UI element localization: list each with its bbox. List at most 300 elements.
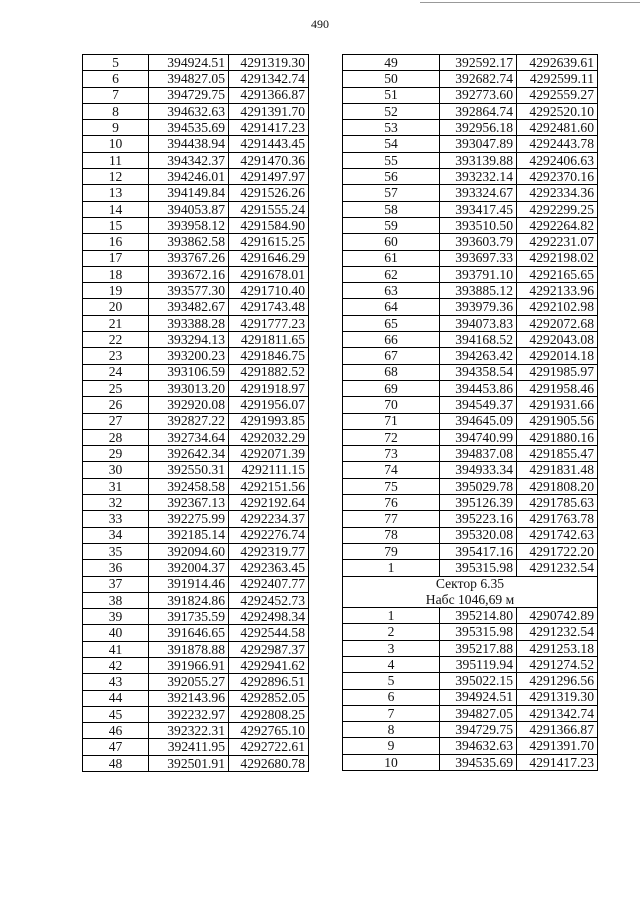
table-row <box>343 103 598 119</box>
point-number-cell: 55 <box>343 152 440 168</box>
table-row <box>343 250 598 266</box>
y-coordinate-cell: 4291722.20 <box>517 543 598 559</box>
y-coordinate-cell: 4292133.96 <box>517 283 598 299</box>
x-coordinate-cell: 393862.58 <box>149 234 229 250</box>
y-coordinate-cell: 4291342.74 <box>517 705 598 721</box>
y-coordinate-cell: 4291905.56 <box>517 413 598 429</box>
coordinates-table-left-body <box>83 55 309 772</box>
x-coordinate-cell: 394358.54 <box>440 364 517 380</box>
sector-title: Сектор 6.35 <box>343 576 598 592</box>
table-row <box>83 266 309 282</box>
x-coordinate-cell: 392682.74 <box>440 71 517 87</box>
table-row <box>343 71 598 87</box>
x-coordinate-cell: 393577.30 <box>149 283 229 299</box>
y-coordinate-cell: 4292043.08 <box>517 332 598 348</box>
table-row <box>343 689 598 705</box>
y-coordinate-cell: 4292370.16 <box>517 169 598 185</box>
x-coordinate-cell: 392094.60 <box>149 543 229 559</box>
x-coordinate-cell: 391735.59 <box>149 609 229 625</box>
point-number-cell: 20 <box>83 299 149 315</box>
x-coordinate-cell: 391824.86 <box>149 592 229 608</box>
x-coordinate-cell: 395223.16 <box>440 511 517 527</box>
point-number-cell: 25 <box>83 380 149 396</box>
x-coordinate-cell: 393697.33 <box>440 250 517 266</box>
y-coordinate-cell: 4292234.37 <box>229 511 309 527</box>
table-row <box>343 315 598 331</box>
y-coordinate-cell: 4291319.30 <box>517 689 598 705</box>
y-coordinate-cell: 4291763.78 <box>517 511 598 527</box>
y-coordinate-cell: 4291391.70 <box>229 103 309 119</box>
y-coordinate-cell: 4292599.11 <box>517 71 598 87</box>
table-row <box>343 446 598 462</box>
point-number-cell: 10 <box>343 754 440 770</box>
table-row <box>343 185 598 201</box>
x-coordinate-cell: 392773.60 <box>440 87 517 103</box>
y-coordinate-cell: 4291958.46 <box>517 380 598 396</box>
table-row <box>83 560 309 576</box>
x-coordinate-cell: 394549.37 <box>440 397 517 413</box>
y-coordinate-cell: 4291296.56 <box>517 673 598 689</box>
y-coordinate-cell: 4291993.85 <box>229 413 309 429</box>
y-coordinate-cell: 4292452.73 <box>229 592 309 608</box>
x-coordinate-cell: 395417.16 <box>440 543 517 559</box>
table-row <box>83 674 309 690</box>
y-coordinate-cell: 4291232.54 <box>517 624 598 640</box>
y-coordinate-cell: 4292481.60 <box>517 120 598 136</box>
table-row <box>343 201 598 217</box>
table-row <box>83 299 309 315</box>
table-row <box>343 136 598 152</box>
table-row <box>343 478 598 494</box>
point-number-cell: 15 <box>83 217 149 233</box>
y-coordinate-cell: 4291777.23 <box>229 315 309 331</box>
y-coordinate-cell: 4291808.20 <box>517 478 598 494</box>
y-coordinate-cell: 4292765.10 <box>229 723 309 739</box>
point-number-cell: 29 <box>83 446 149 462</box>
table-row <box>343 332 598 348</box>
point-number-cell: 35 <box>83 543 149 559</box>
table-row <box>83 87 309 103</box>
y-coordinate-cell: 4291846.75 <box>229 348 309 364</box>
x-coordinate-cell: 393767.26 <box>149 250 229 266</box>
table-row <box>83 136 309 152</box>
x-coordinate-cell: 392411.95 <box>149 739 229 755</box>
point-number-cell: 18 <box>83 266 149 282</box>
point-number-cell: 32 <box>83 495 149 511</box>
table-row <box>83 511 309 527</box>
y-coordinate-cell: 4292319.77 <box>229 543 309 559</box>
table-row <box>83 283 309 299</box>
point-number-cell: 71 <box>343 413 440 429</box>
table-row <box>83 690 309 706</box>
table-row <box>343 266 598 282</box>
y-coordinate-cell: 4292014.18 <box>517 348 598 364</box>
point-number-cell: 36 <box>83 560 149 576</box>
y-coordinate-cell: 4291342.74 <box>229 71 309 87</box>
point-number-cell: 62 <box>343 266 440 282</box>
table-row <box>83 380 309 396</box>
table-row <box>83 332 309 348</box>
y-coordinate-cell: 4292896.51 <box>229 674 309 690</box>
point-number-cell: 47 <box>83 739 149 755</box>
x-coordinate-cell: 392185.14 <box>149 527 229 543</box>
point-number-cell: 1 <box>343 560 440 576</box>
x-coordinate-cell: 394149.84 <box>149 185 229 201</box>
x-coordinate-cell: 393200.23 <box>149 348 229 364</box>
y-coordinate-cell: 4292520.10 <box>517 103 598 119</box>
point-number-cell: 8 <box>343 722 440 738</box>
table-row <box>83 152 309 168</box>
point-number-cell: 41 <box>83 641 149 657</box>
point-number-cell: 74 <box>343 462 440 478</box>
point-number-cell: 67 <box>343 348 440 364</box>
table-row <box>343 152 598 168</box>
table-row <box>83 234 309 250</box>
y-coordinate-cell: 4292151.56 <box>229 478 309 494</box>
y-coordinate-cell: 4291918.97 <box>229 380 309 396</box>
y-coordinate-cell: 4292071.39 <box>229 446 309 462</box>
table-row <box>83 201 309 217</box>
point-number-cell: 58 <box>343 201 440 217</box>
x-coordinate-cell: 394168.52 <box>440 332 517 348</box>
x-coordinate-cell: 392232.97 <box>149 706 229 722</box>
table-row <box>83 120 309 136</box>
point-number-cell: 44 <box>83 690 149 706</box>
x-coordinate-cell: 394438.94 <box>149 136 229 152</box>
table-row <box>343 527 598 543</box>
point-number-cell: 23 <box>83 348 149 364</box>
x-coordinate-cell: 393791.10 <box>440 266 517 282</box>
point-number-cell: 51 <box>343 87 440 103</box>
y-coordinate-cell: 4291497.97 <box>229 169 309 185</box>
point-number-cell: 14 <box>83 201 149 217</box>
y-coordinate-cell: 4291880.16 <box>517 429 598 445</box>
y-coordinate-cell: 4291785.63 <box>517 495 598 511</box>
table-row <box>343 560 598 576</box>
y-coordinate-cell: 4291831.48 <box>517 462 598 478</box>
table-row <box>83 397 309 413</box>
y-coordinate-cell: 4291931.66 <box>517 397 598 413</box>
table-row <box>343 397 598 413</box>
table-row <box>83 315 309 331</box>
y-coordinate-cell: 4292102.98 <box>517 299 598 315</box>
y-coordinate-cell: 4290742.89 <box>517 608 598 624</box>
table-row <box>83 543 309 559</box>
x-coordinate-cell: 394342.37 <box>149 152 229 168</box>
x-coordinate-cell: 392055.27 <box>149 674 229 690</box>
x-coordinate-cell: 394535.69 <box>149 120 229 136</box>
x-coordinate-cell: 393047.89 <box>440 136 517 152</box>
table-row <box>343 169 598 185</box>
x-coordinate-cell: 394933.34 <box>440 462 517 478</box>
point-number-cell: 7 <box>83 87 149 103</box>
y-coordinate-cell: 4291391.70 <box>517 738 598 754</box>
table-row <box>83 55 309 71</box>
point-number-cell: 5 <box>343 673 440 689</box>
y-coordinate-cell: 4292231.07 <box>517 234 598 250</box>
x-coordinate-cell: 394453.86 <box>440 380 517 396</box>
y-coordinate-cell: 4292072.68 <box>517 315 598 331</box>
table-row <box>343 608 598 624</box>
point-number-cell: 59 <box>343 217 440 233</box>
table-row <box>83 446 309 462</box>
y-coordinate-cell: 4292264.82 <box>517 217 598 233</box>
point-number-cell: 2 <box>343 624 440 640</box>
table-row <box>83 348 309 364</box>
point-number-cell: 3 <box>343 640 440 656</box>
x-coordinate-cell: 393510.50 <box>440 217 517 233</box>
y-coordinate-cell: 4292639.61 <box>517 55 598 71</box>
point-number-cell: 75 <box>343 478 440 494</box>
table-row <box>83 576 309 592</box>
y-coordinate-cell: 4291526.26 <box>229 185 309 201</box>
table-row <box>343 283 598 299</box>
table-row <box>343 462 598 478</box>
x-coordinate-cell: 395119.94 <box>440 656 517 672</box>
point-number-cell: 65 <box>343 315 440 331</box>
y-coordinate-cell: 4292192.64 <box>229 495 309 511</box>
y-coordinate-cell: 4291555.24 <box>229 201 309 217</box>
x-coordinate-cell: 393958.12 <box>149 217 229 233</box>
x-coordinate-cell: 393294.13 <box>149 332 229 348</box>
table-row <box>83 592 309 608</box>
point-number-cell: 12 <box>83 169 149 185</box>
point-number-cell: 8 <box>83 103 149 119</box>
y-coordinate-cell: 4292498.34 <box>229 609 309 625</box>
y-coordinate-cell: 4291710.40 <box>229 283 309 299</box>
point-number-cell: 76 <box>343 495 440 511</box>
table-row <box>343 348 598 364</box>
table-row <box>343 55 598 71</box>
x-coordinate-cell: 394827.05 <box>440 705 517 721</box>
x-coordinate-cell: 393388.28 <box>149 315 229 331</box>
coordinates-table-right-body <box>343 55 598 771</box>
y-coordinate-cell: 4291274.52 <box>517 656 598 672</box>
table-row <box>343 299 598 315</box>
y-coordinate-cell: 4292987.37 <box>229 641 309 657</box>
point-number-cell: 50 <box>343 71 440 87</box>
point-number-cell: 6 <box>343 689 440 705</box>
point-number-cell: 13 <box>83 185 149 201</box>
x-coordinate-cell: 392458.58 <box>149 478 229 494</box>
point-number-cell: 72 <box>343 429 440 445</box>
x-coordinate-cell: 394632.63 <box>440 738 517 754</box>
point-number-cell: 73 <box>343 446 440 462</box>
point-number-cell: 57 <box>343 185 440 201</box>
y-coordinate-cell: 4292443.78 <box>517 136 598 152</box>
point-number-cell: 79 <box>343 543 440 559</box>
y-coordinate-cell: 4291956.07 <box>229 397 309 413</box>
point-number-cell: 4 <box>343 656 440 672</box>
table-row <box>83 723 309 739</box>
y-coordinate-cell: 4292165.65 <box>517 266 598 282</box>
table-row <box>83 217 309 233</box>
top-rule <box>420 2 640 3</box>
table-row <box>343 640 598 656</box>
y-coordinate-cell: 4291417.23 <box>517 754 598 770</box>
table-row <box>343 429 598 445</box>
x-coordinate-cell: 392367.13 <box>149 495 229 511</box>
point-number-cell: 42 <box>83 657 149 673</box>
point-number-cell: 7 <box>343 705 440 721</box>
point-number-cell: 54 <box>343 136 440 152</box>
table-row <box>83 657 309 673</box>
table-row <box>343 87 598 103</box>
y-coordinate-cell: 4291417.23 <box>229 120 309 136</box>
x-coordinate-cell: 394740.99 <box>440 429 517 445</box>
y-coordinate-cell: 4291742.63 <box>517 527 598 543</box>
table-row <box>83 739 309 755</box>
table-row <box>83 495 309 511</box>
table-row <box>83 609 309 625</box>
y-coordinate-cell: 4292276.74 <box>229 527 309 543</box>
table-row <box>83 755 309 771</box>
x-coordinate-cell: 394632.63 <box>149 103 229 119</box>
sector-subtitle-row <box>343 592 598 608</box>
x-coordinate-cell: 394729.75 <box>440 722 517 738</box>
table-row <box>83 103 309 119</box>
x-coordinate-cell: 392920.08 <box>149 397 229 413</box>
page-number: 490 <box>311 17 329 31</box>
y-coordinate-cell: 4291882.52 <box>229 364 309 380</box>
point-number-cell: 1 <box>343 608 440 624</box>
x-coordinate-cell: 391966.91 <box>149 657 229 673</box>
x-coordinate-cell: 393672.16 <box>149 266 229 282</box>
y-coordinate-cell: 4292559.27 <box>517 87 598 103</box>
x-coordinate-cell: 394073.83 <box>440 315 517 331</box>
x-coordinate-cell: 392550.31 <box>149 462 229 478</box>
y-coordinate-cell: 4291985.97 <box>517 364 598 380</box>
point-number-cell: 43 <box>83 674 149 690</box>
table-row <box>343 413 598 429</box>
y-coordinate-cell: 4292680.78 <box>229 755 309 771</box>
sector-title-row <box>343 576 598 592</box>
x-coordinate-cell: 392734.64 <box>149 429 229 445</box>
x-coordinate-cell: 395126.39 <box>440 495 517 511</box>
y-coordinate-cell: 4291366.87 <box>517 722 598 738</box>
x-coordinate-cell: 394729.75 <box>149 87 229 103</box>
x-coordinate-cell: 393013.20 <box>149 380 229 396</box>
table-row <box>83 185 309 201</box>
y-coordinate-cell: 4291811.65 <box>229 332 309 348</box>
point-number-cell: 30 <box>83 462 149 478</box>
point-number-cell: 38 <box>83 592 149 608</box>
table-row <box>343 543 598 559</box>
table-row <box>83 478 309 494</box>
table-row <box>343 120 598 136</box>
table-row <box>343 217 598 233</box>
point-number-cell: 60 <box>343 234 440 250</box>
x-coordinate-cell: 393417.45 <box>440 201 517 217</box>
point-number-cell: 70 <box>343 397 440 413</box>
x-coordinate-cell: 394924.51 <box>149 55 229 71</box>
point-number-cell: 31 <box>83 478 149 494</box>
table-row <box>343 495 598 511</box>
table-row <box>83 527 309 543</box>
x-coordinate-cell: 394924.51 <box>440 689 517 705</box>
point-number-cell: 68 <box>343 364 440 380</box>
point-number-cell: 53 <box>343 120 440 136</box>
x-coordinate-cell: 394053.87 <box>149 201 229 217</box>
y-coordinate-cell: 4292334.36 <box>517 185 598 201</box>
x-coordinate-cell: 392501.91 <box>149 755 229 771</box>
x-coordinate-cell: 393603.79 <box>440 234 517 250</box>
y-coordinate-cell: 4292941.62 <box>229 657 309 673</box>
y-coordinate-cell: 4291232.54 <box>517 560 598 576</box>
y-coordinate-cell: 4292852.05 <box>229 690 309 706</box>
point-number-cell: 21 <box>83 315 149 331</box>
table-row <box>343 234 598 250</box>
x-coordinate-cell: 393139.88 <box>440 152 517 168</box>
table-row <box>343 624 598 640</box>
x-coordinate-cell: 393232.14 <box>440 169 517 185</box>
x-coordinate-cell: 391646.65 <box>149 625 229 641</box>
point-number-cell: 63 <box>343 283 440 299</box>
x-coordinate-cell: 395315.98 <box>440 624 517 640</box>
point-number-cell: 77 <box>343 511 440 527</box>
y-coordinate-cell: 4292198.02 <box>517 250 598 266</box>
y-coordinate-cell: 4292808.25 <box>229 706 309 722</box>
table-row <box>83 250 309 266</box>
table-row <box>343 705 598 721</box>
x-coordinate-cell: 394263.42 <box>440 348 517 364</box>
y-coordinate-cell: 4291443.45 <box>229 136 309 152</box>
table-row <box>83 706 309 722</box>
x-coordinate-cell: 395320.08 <box>440 527 517 543</box>
point-number-cell: 5 <box>83 55 149 71</box>
table-row <box>83 169 309 185</box>
point-number-cell: 66 <box>343 332 440 348</box>
point-number-cell: 33 <box>83 511 149 527</box>
y-coordinate-cell: 4292722.61 <box>229 739 309 755</box>
x-coordinate-cell: 393885.12 <box>440 283 517 299</box>
y-coordinate-cell: 4291253.18 <box>517 640 598 656</box>
y-coordinate-cell: 4291584.90 <box>229 217 309 233</box>
table-row <box>83 462 309 478</box>
x-coordinate-cell: 395022.15 <box>440 673 517 689</box>
y-coordinate-cell: 4292407.77 <box>229 576 309 592</box>
table-row <box>343 722 598 738</box>
x-coordinate-cell: 392592.17 <box>440 55 517 71</box>
y-coordinate-cell: 4291678.01 <box>229 266 309 282</box>
y-coordinate-cell: 4291319.30 <box>229 55 309 71</box>
point-number-cell: 64 <box>343 299 440 315</box>
x-coordinate-cell: 395315.98 <box>440 560 517 576</box>
y-coordinate-cell: 4292032.29 <box>229 429 309 445</box>
x-coordinate-cell: 392864.74 <box>440 103 517 119</box>
point-number-cell: 45 <box>83 706 149 722</box>
y-coordinate-cell: 4292363.45 <box>229 560 309 576</box>
table-row <box>83 625 309 641</box>
table-row <box>343 738 598 754</box>
x-coordinate-cell: 394645.09 <box>440 413 517 429</box>
x-coordinate-cell: 394837.08 <box>440 446 517 462</box>
point-number-cell: 16 <box>83 234 149 250</box>
point-number-cell: 37 <box>83 576 149 592</box>
y-coordinate-cell: 4291855.47 <box>517 446 598 462</box>
y-coordinate-cell: 4291366.87 <box>229 87 309 103</box>
table-row <box>343 673 598 689</box>
x-coordinate-cell: 395029.78 <box>440 478 517 494</box>
table-row <box>83 413 309 429</box>
x-coordinate-cell: 391914.46 <box>149 576 229 592</box>
table-row <box>83 429 309 445</box>
point-number-cell: 78 <box>343 527 440 543</box>
table-row <box>343 511 598 527</box>
point-number-cell: 46 <box>83 723 149 739</box>
point-number-cell: 24 <box>83 364 149 380</box>
x-coordinate-cell: 393979.36 <box>440 299 517 315</box>
